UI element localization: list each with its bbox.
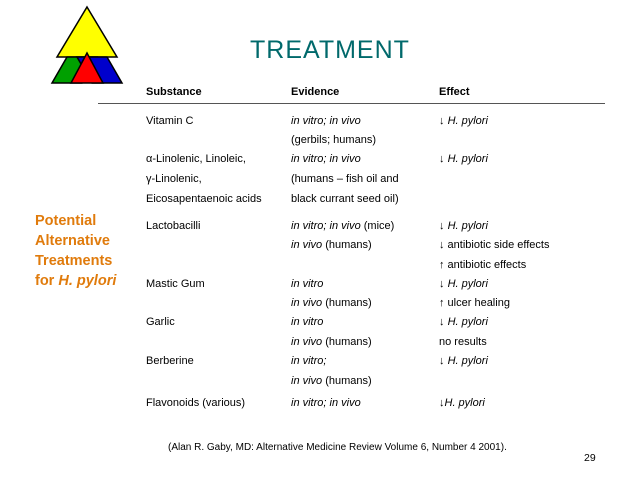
evidence-cell — [291, 278, 323, 290]
effect-italic: H. pylori — [447, 316, 488, 328]
effect-arrow: ↓ — [439, 355, 448, 367]
substance-cell: Lactobacilli — [146, 220, 201, 232]
substance-cell: Flavonoids (various) — [146, 397, 246, 409]
evidence-cell — [291, 397, 361, 409]
effect-cell — [439, 153, 488, 165]
evidence-italic: in vivo — [291, 297, 323, 309]
substance-cell: Berberine — [146, 355, 194, 367]
effect-arrow: ↓ — [439, 220, 448, 232]
evidence-cell: (gerbils; humans) — [291, 134, 376, 146]
evidence-italic: in vivo — [291, 239, 323, 251]
evidence-text: (humans) — [322, 239, 372, 251]
effect-italic: H. pylori — [447, 115, 488, 127]
evidence-text: (mice) — [360, 220, 395, 232]
effect-arrow: ↓ — [439, 115, 448, 127]
header-evidence: Evidence — [291, 86, 340, 98]
side-label-line: Alternative — [35, 233, 110, 249]
header-substance: Substance — [146, 86, 202, 98]
evidence-cell — [291, 316, 323, 328]
evidence-italic: in vitro; in vivo — [291, 153, 361, 165]
evidence-cell — [291, 355, 326, 367]
logo-triangle-icon — [47, 5, 127, 91]
page-title: TREATMENT — [250, 36, 410, 64]
evidence-italic: in vivo — [291, 336, 323, 348]
evidence-text: (humans) — [322, 375, 372, 387]
evidence-italic: in vitro; in vivo — [291, 397, 361, 409]
evidence-italic: in vivo — [291, 375, 323, 387]
evidence-cell — [291, 336, 372, 348]
effect-cell: no results — [439, 336, 487, 348]
citation: (Alan R. Gaby, MD: Alternative Medicine Review Volume 6, Number 4 2001). — [168, 442, 507, 453]
effect-cell — [439, 220, 488, 232]
effect-italic: H. pylori — [447, 355, 488, 367]
header-effect: Effect — [439, 86, 470, 98]
side-label-italic: H. pylori — [58, 273, 117, 289]
effect-arrow: ↓ — [439, 153, 448, 165]
header-divider — [98, 103, 605, 104]
effect-cell: ↓ antibiotic side effects — [439, 239, 550, 251]
evidence-italic: in vitro; — [291, 355, 327, 367]
evidence-italic: in vitro — [291, 278, 324, 290]
evidence-italic: in vitro; in vivo — [291, 220, 361, 232]
effect-cell — [439, 278, 488, 290]
substance-cell: Garlic — [146, 316, 175, 328]
evidence-cell — [291, 375, 372, 387]
effect-cell — [439, 355, 488, 367]
substance-cell: Eicosapentaenoic acids — [146, 193, 262, 205]
side-label — [35, 211, 116, 291]
evidence-text: (humans) — [322, 297, 372, 309]
effect-italic: H. pylori — [447, 220, 488, 232]
side-label-line: Potential — [35, 213, 97, 229]
effect-arrow: ↓ — [439, 397, 445, 409]
effect-cell: ↑ ulcer healing — [439, 297, 510, 309]
effect-arrow: ↓ — [439, 278, 448, 290]
evidence-italic: in vitro; in vivo — [291, 115, 361, 127]
side-label-line: Treatments — [35, 253, 113, 269]
page-number: 29 — [584, 452, 596, 464]
effect-italic: H. pylori — [447, 153, 488, 165]
substance-cell: Vitamin C — [146, 115, 194, 127]
effect-cell — [439, 115, 488, 127]
evidence-italic: in vitro — [291, 316, 324, 328]
effect-cell — [439, 316, 488, 328]
evidence-text: (humans) — [322, 336, 372, 348]
side-label-line — [35, 271, 116, 291]
evidence-cell — [291, 153, 361, 165]
evidence-cell: black currant seed oil) — [291, 193, 399, 205]
effect-cell: ↑ antibiotic effects — [439, 259, 527, 271]
effect-italic: H. pylori — [447, 278, 488, 290]
substance-cell: α-Linolenic, Linoleic, — [146, 153, 246, 165]
substance-cell: Mastic Gum — [146, 278, 205, 290]
side-label-prefix: for — [35, 273, 59, 289]
substance-cell: γ-Linolenic, — [146, 173, 202, 185]
evidence-cell — [291, 115, 361, 127]
effect-arrow: ↓ — [439, 316, 448, 328]
evidence-cell: (humans – fish oil and — [291, 173, 399, 185]
effect-italic: H. pylori — [444, 397, 485, 409]
evidence-cell — [291, 297, 372, 309]
evidence-cell — [291, 239, 372, 251]
evidence-cell — [291, 220, 394, 232]
effect-cell — [439, 397, 485, 409]
